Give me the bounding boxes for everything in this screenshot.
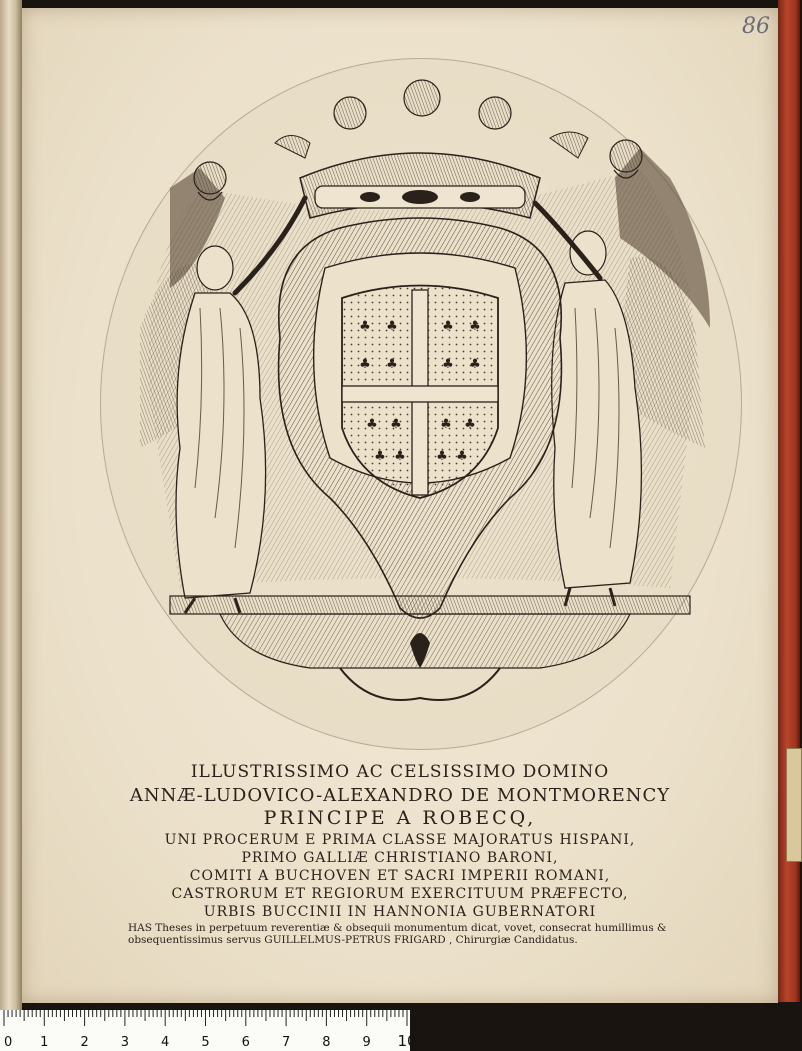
svg-text:♣: ♣	[386, 357, 398, 372]
ruler-label: 5	[201, 1035, 210, 1050]
ruler-label: 3	[120, 1035, 130, 1050]
svg-text:♣: ♣	[390, 417, 402, 432]
ruler-label: 0	[4, 1035, 13, 1050]
base-ledge	[170, 596, 690, 700]
dedication-line-8: URBIS BUCCINII IN HANNONIA GUBERNATORI	[203, 904, 597, 920]
shield-montmorency	[342, 286, 498, 499]
adjacent-page-edge	[0, 0, 22, 1010]
measurement-ruler	[0, 1010, 417, 1051]
svg-text:♣: ♣	[442, 319, 454, 334]
ruler-label: 6	[241, 1035, 250, 1050]
page-tab-marker	[786, 748, 802, 862]
svg-text:♣: ♣	[394, 449, 406, 464]
svg-text:♣: ♣	[359, 357, 371, 372]
dedication-line-2: ANNÆ-LUDOVICO-ALEXANDRO DE MONTMORENCY	[129, 785, 671, 806]
dedication-line-6: COMITI A BUCHOVEN ET SACRI IMPERII ROMANI,	[189, 868, 611, 884]
dedication-line-5: PRIMO GALLIÆ CHRISTIANO BARONI,	[241, 850, 559, 866]
svg-text:♣: ♣	[436, 449, 448, 464]
ruler-label: 10	[397, 1032, 417, 1050]
svg-text:♣: ♣	[374, 449, 386, 464]
dedication-line-9: HAS Theses in perpetuum reverentiæ & obsequii monumentum dicat, vovet, consecrat humillimus &	[128, 922, 667, 934]
ruler-label: 8	[322, 1035, 331, 1050]
svg-text:♣: ♣	[464, 417, 476, 432]
svg-text:♣: ♣	[359, 319, 371, 334]
dedication-line-7: CASTRORUM ET REGIORUM EXERCITUUM PRÆFECTO,	[171, 886, 629, 902]
ruler-label: 4	[161, 1035, 170, 1050]
ruler-label: 2	[80, 1035, 89, 1050]
ruler-label: 1	[40, 1035, 49, 1050]
svg-text:♣: ♣	[386, 319, 398, 334]
svg-text:♣: ♣	[442, 357, 454, 372]
dedication-line-10: obsequentissimus servus GUILLELMUS-PETRUS FRIGARD , Chirurgiæ Candidatus.	[128, 934, 578, 946]
svg-text:♣: ♣	[366, 417, 378, 432]
coat-of-arms-engraving	[110, 68, 730, 748]
dedication-line-1: ILLUSTRISSIMO AC CELSISSIMO DOMINO	[190, 762, 610, 782]
folio-number: 86	[742, 14, 770, 39]
dedication-line-4: UNI PROCERUM E PRIMA CLASSE MAJORATUS HISPANI,	[164, 832, 636, 848]
ruler-scale	[0, 1010, 417, 1051]
svg-text:♣: ♣	[469, 357, 481, 372]
svg-text:♣: ♣	[440, 417, 452, 432]
svg-text:♣: ♣	[456, 449, 468, 464]
dedication-text	[100, 762, 700, 946]
ruler-label: 9	[362, 1035, 371, 1050]
dedication-line-3: PRINCIPE A ROBECQ,	[263, 807, 537, 829]
svg-text:♣: ♣	[469, 319, 481, 334]
ruler-label: 7	[281, 1035, 291, 1050]
